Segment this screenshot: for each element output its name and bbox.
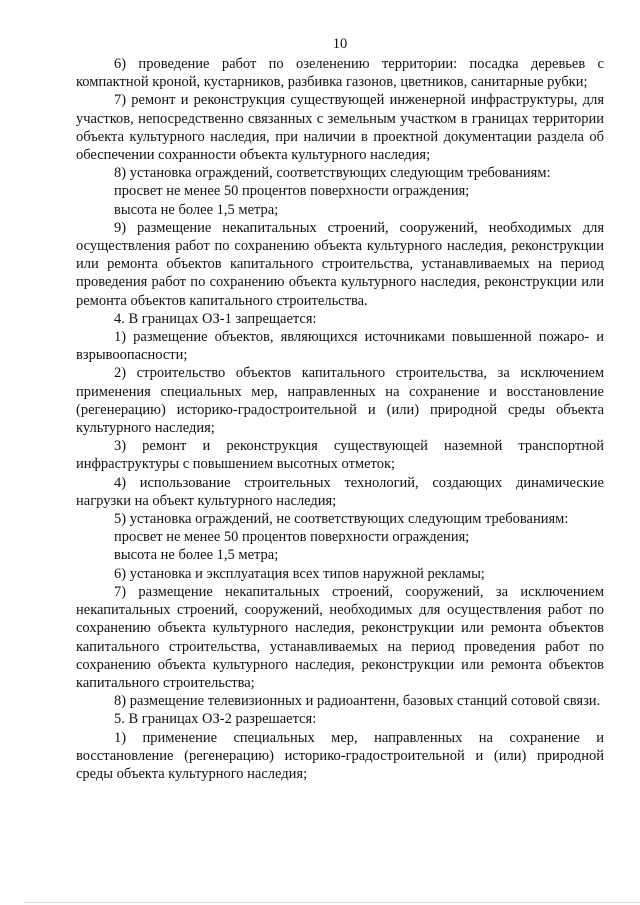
paragraph-fence-gap: просвет не менее 50 процентов поверхности ограждения; — [114, 183, 470, 200]
paragraph-4-dynamic-loads: 4) использование строительных технологий, создающих динамические нагрузки на объект культурного наследия; — [76, 474, 604, 509]
paragraph-1-special-measures: 1) применение специальных мер, направленных на сохранение и восстановление (регенерацию) историко-градостроительной и (или) природной среды объекта культурного наследия; — [76, 729, 604, 782]
paragraph-fence-gap-2: просвет не менее 50 процентов поверхности ограждения; — [114, 529, 470, 546]
section-4-heading: 4. В границах ОЗ-1 запрещается: — [114, 310, 317, 327]
paragraph-9-temporary-structures: 9) размещение некапитальных строений, сооружений, необходимых для осуществления работ по сохранению объекта культурного наследия, реконструкции или ремонта объектов капитального строительства, устанавливаемых на период проведения работ по сохранению объекта культурного наследия, реконструкции или ремонта объектов капитального строительства. — [76, 219, 604, 309]
paragraph-fence-height: высота не более 1,5 метра; — [114, 201, 279, 218]
paragraph-7-engineering-repair: 7) ремонт и реконструкция существующей инженерной инфраструктуры, для участков, непосредственно связанных с земельным участком в границах территории объекта культурного наследия, при наличии в проектной документации раздела об обеспечении сохранности объекта культурного наследия; — [76, 92, 604, 164]
paragraph-5-fences: 5) установка ограждений, не соответствующих следующим требованиям: — [114, 511, 569, 528]
paragraph-8-fences: 8) установка ограждений, соответствующих следующим требованиям: — [114, 165, 551, 182]
document-body — [76, 55, 604, 783]
paragraph-7-temporary-structures: 7) размещение некапитальных строений, сооружений, за исключением некапитальных строений, сооружений, необходимых для осуществления работ по сохранению объекта культурного наследия, реконструкции или ремонта объектов капитального строительства, устанавливаемых на период проведения работ по сохранению объекта культурного наследия, реконструкции или ремонта объектов капитального строительства; — [76, 583, 604, 691]
paragraph-6-greening: 6) проведение работ по озеленению территории: посадка деревьев с компактной кроной, кустарников, разбивка газонов, цветников, санитарные рубки; — [76, 56, 604, 91]
paragraph-1-fire-hazard: 1) размещение объектов, являющихся источниками повышенной пожаро- и взрывоопасности; — [76, 329, 604, 364]
paragraph-8-antennas: 8) размещение телевизионных и радиоантенн, базовых станций сотовой связи. — [114, 693, 601, 710]
paragraph-2-construction: 2) строительство объектов капитального строительства, за исключением применения специальных мер, направленных на сохранение и восстановление (регенерацию) историко-градостроительной и (или) природной среды объекта культурного наследия; — [76, 365, 604, 437]
section-5-heading: 5. В границах ОЗ-2 разрешается: — [114, 711, 317, 728]
paragraph-6-advertising: 6) установка и эксплуатация всех типов наружной рекламы; — [114, 565, 485, 582]
page-number: 10 — [332, 36, 348, 52]
paragraph-fence-height-2: высота не более 1,5 метра; — [114, 547, 279, 564]
page-bottom-edge — [24, 902, 640, 903]
paragraph-3-transport: 3) ремонт и реконструкция существующей наземной транспортной инфраструктуры с повышением высотных отметок; — [76, 438, 604, 473]
